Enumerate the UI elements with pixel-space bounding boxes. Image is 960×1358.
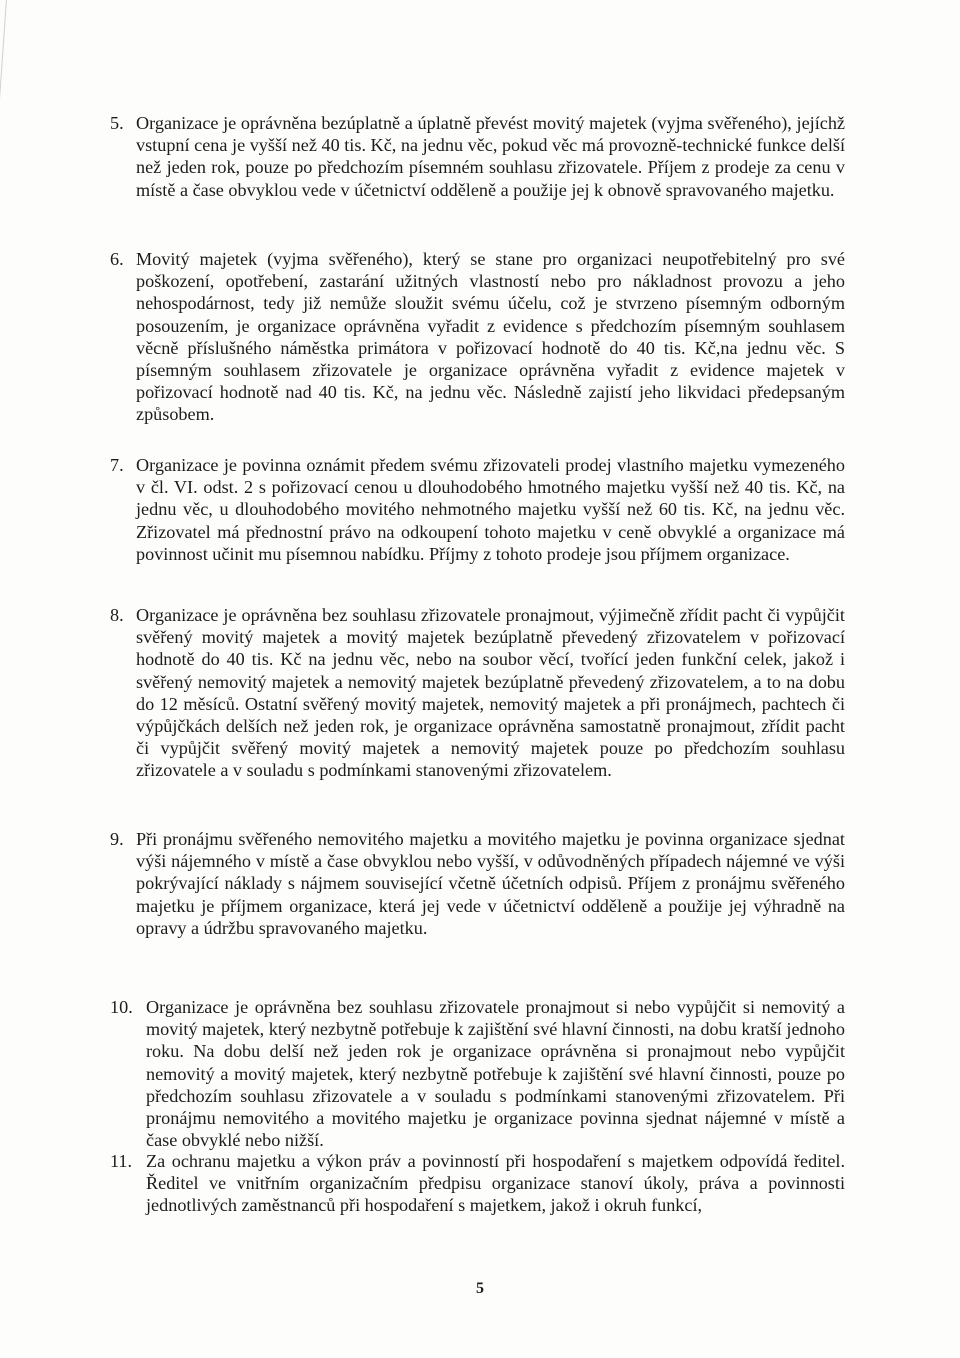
paragraph-number: 7. [110,455,124,475]
scan-edge-shadow [0,0,21,170]
paragraph-text: Za ochranu majetku a výkon práv a povinností při hospodaření s majetkem odpovídá ředitel. Ředitel ve vnitřním organizačním předpisu organizace stanoví úkoly, práva a povinnosti jednotlivých zaměstnanců při hospodaření s majetkem, jakož i okruh funkcí, [146,1151,845,1216]
paragraph-number: 5. [110,113,124,133]
paragraph-number: 6. [110,249,124,269]
paragraph-6 [110,248,845,426]
paragraph-7 [110,454,845,565]
paragraph-8 [110,604,845,782]
paragraph-text: Organizace je povinna oznámit předem svému zřizovateli prodej vlastního majetku vymezeného v čl. VI. odst. 2 s pořizovací cenou u dlouhodobého hmotného majetku vyšší než 40 tis. Kč, na jednu věc, u dlouhodobého movitého nehmotného majetku vyšší než 60 tis. Kč, na jednu věc. Zřizovatel má přednostní právo na odkoupení tohoto majetku v ceně obvyklé a organizace má povinnost učinit mu písemnou nabídku. Příjmy z tohoto prodeje jsou příjmem organizace. [136,455,845,564]
paragraph-text: Movitý majetek (vyjma svěřeného), který se stane pro organizaci neupotřebitelný pro své poškození, opotřebení, zastarání užitných vlastností nebo pro nákladnost provozu a jeho nehospodárnost, tedy již nemůže sloužit svému účelu, což je stvrzeno písemným odborným posouzením, je organizace oprávněna vyřadit z evidence s předchozím písemným souhlasem věcně příslušného náměstka primátora v pořizovací hodnotě do 40 tis. Kč,na jednu věc. S písemným souhlasem zřizovatele je organizace oprávněna vyřadit z evidence majetek v pořizovací hodnotě nad 40 tis. Kč, na jednu věc. Následně zajistí jeho likvidaci předepsaným způsobem. [136,249,845,425]
paragraph-number: 8. [110,605,124,625]
page-number: 5 [476,1280,484,1297]
paragraph-number: 11. [110,1151,133,1171]
paragraph-9 [110,828,845,939]
paragraph-number: 10. [110,997,133,1017]
paragraph-text: Organizace je oprávněna bez souhlasu zřizovatele pronajmout, výjimečně zřídit pacht či vypůjčit svěřený movitý majetek a movitý majetek bezúplatně převedený zřizovatelem v pořizovací hodnotě do 40 tis. Kč na jednu věc, nebo na soubor věcí, tvořící jeden funkční celek, jakož i svěřený nemovitý majetek a nemovitý majetek bezúplatně převedený zřizovatelem, a to na dobu do 12 měsíců. Ostatní svěřený movitý majetek, nemovitý majetek a při pronájmech, pachtech či výpůjčkách delších než jeden rok, je organizace oprávněna samostatně pronajmout, zřídit pacht či vypůjčit svěřený movitý majetek a nemovitý majetek pouze po předchozím souhlasu zřizovatele a v souladu s podmínkami stanovenými zřizovatelem. [136,605,845,781]
paragraph-text: Při pronájmu svěřeného nemovitého majetku a movitého majetku je povinna organizace sjednat výši nájemného v místě a čase obvyklou nebo vyšší, v odůvodněných případech nájemné ve výši pokrývající náklady s nájmem související včetně účetních odpisů. Příjem z pronájmu svěřeného majetku je příjmem organizace, která jej vede v účetnictví odděleně a použije jej výhradně na opravy a údržbu spravovaného majetku. [136,829,845,938]
paragraph-10 [110,996,845,1151]
paragraph-number: 9. [110,829,124,849]
paragraph-text: Organizace je oprávněna bezúplatně a úplatně převést movitý majetek (vyjma svěřeného), jejíchž vstupní cena je vyšší než 40 tis. Kč, na jednu věc, pokud věc má provozně-technické funkce delší než jeden rok, pouze po předchozím písemném souhlasu zřizovatele. Příjem z prodeje za cenu v místě a čase obvyklou vede v účetnictví odděleně a použije jej k obnově spravovaného majetku. [136,113,845,200]
paragraph-5 [110,112,845,201]
paragraph-text: Organizace je oprávněna bez souhlasu zřizovatele pronajmout si nebo vypůjčit si nemovitý a movitý majetek, který nezbytně potřebuje k zajištění své hlavní činnosti, na dobu kratší jednoho roku. Na dobu delší než jeden rok je organizace oprávněna si pronajmout nebo vypůjčit nemovitý a movitý majetek, který nezbytně potřebuje k zajištění své hlavní činnosti, pouze po předchozím souhlasu zřizovatele a v souladu s podmínkami stanovenými zřizovatelem. Při pronájmu nemovitého a movitého majetku je organizace povinna sjednat nájemné v místě a čase obvyklé nebo nižší. [146,997,845,1151]
paragraph-11 [110,1150,845,1217]
